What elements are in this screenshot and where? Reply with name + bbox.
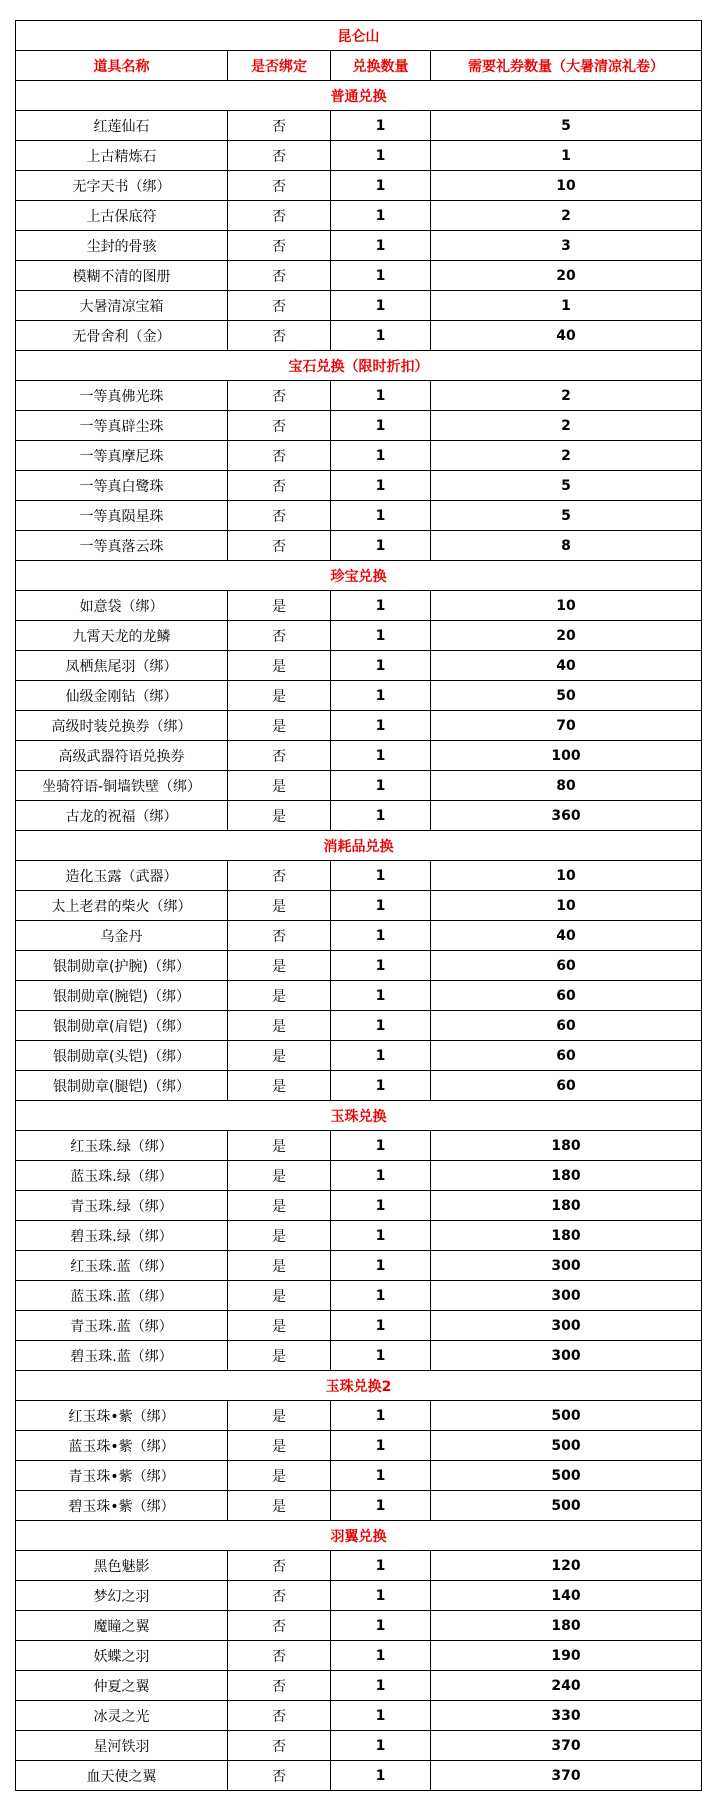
bound-cell: 否 <box>228 1761 331 1791</box>
coupons-cell: 60 <box>431 981 702 1011</box>
header-item-name: 道具名称 <box>16 51 228 81</box>
item-name-cell: 银制勋章(头铠)（绑） <box>16 1041 228 1071</box>
coupons-cell: 180 <box>431 1221 702 1251</box>
quantity-cell: 1 <box>331 1761 431 1791</box>
bound-cell: 是 <box>228 1071 331 1101</box>
item-name-cell: 上古精炼石 <box>16 141 228 171</box>
item-name-cell: 红玉珠.蓝（绑） <box>16 1251 228 1281</box>
bound-cell: 否 <box>228 1611 331 1641</box>
bound-cell: 是 <box>228 1011 331 1041</box>
bound-cell: 是 <box>228 1281 331 1311</box>
coupons-cell: 300 <box>431 1341 702 1371</box>
item-name-cell: 尘封的骨骇 <box>16 231 228 261</box>
bound-cell: 否 <box>228 321 331 351</box>
quantity-cell: 1 <box>331 1581 431 1611</box>
table-row <box>16 1221 702 1251</box>
coupons-cell: 360 <box>431 801 702 831</box>
coupons-cell: 330 <box>431 1701 702 1731</box>
bound-cell: 否 <box>228 1701 331 1731</box>
item-name-cell: 银制勋章(腿铠)（绑） <box>16 1071 228 1101</box>
table-row <box>16 1431 702 1461</box>
table-row <box>16 1731 702 1761</box>
coupons-cell: 2 <box>431 201 702 231</box>
section-title: 普通兑换 <box>16 81 702 111</box>
bound-cell: 否 <box>228 501 331 531</box>
coupons-cell: 40 <box>431 921 702 951</box>
table-row <box>16 1761 702 1791</box>
bound-cell: 是 <box>228 1191 331 1221</box>
item-name-cell: 古龙的祝福（绑） <box>16 801 228 831</box>
section-header-row <box>16 1521 702 1551</box>
coupons-cell: 2 <box>431 411 702 441</box>
section-title: 玉珠兑换2 <box>16 1371 702 1401</box>
bound-cell: 否 <box>228 1551 331 1581</box>
coupons-cell: 10 <box>431 861 702 891</box>
item-name-cell: 高级时装兑换券（绑） <box>16 711 228 741</box>
item-name-cell: 高级武器符语兑换券 <box>16 741 228 771</box>
item-name-cell: 上古保底符 <box>16 201 228 231</box>
quantity-cell: 1 <box>331 111 431 141</box>
quantity-cell: 1 <box>331 171 431 201</box>
table-row <box>16 651 702 681</box>
quantity-cell: 1 <box>331 1611 431 1641</box>
coupons-cell: 10 <box>431 891 702 921</box>
quantity-cell: 1 <box>331 771 431 801</box>
bound-cell: 否 <box>228 441 331 471</box>
item-name-cell: 仲夏之翼 <box>16 1671 228 1701</box>
item-name-cell: 仙级金刚钻（绑） <box>16 681 228 711</box>
quantity-cell: 1 <box>331 1491 431 1521</box>
bound-cell: 否 <box>228 1671 331 1701</box>
coupons-cell: 140 <box>431 1581 702 1611</box>
item-name-cell: 魔瞳之翼 <box>16 1611 228 1641</box>
quantity-cell: 1 <box>331 1131 431 1161</box>
section-title: 消耗品兑换 <box>16 831 702 861</box>
item-name-cell: 红莲仙石 <box>16 111 228 141</box>
table-row <box>16 891 702 921</box>
bound-cell: 否 <box>228 861 331 891</box>
coupons-cell: 370 <box>431 1761 702 1791</box>
table-row <box>16 111 702 141</box>
coupons-cell: 500 <box>431 1401 702 1431</box>
quantity-cell: 1 <box>331 441 431 471</box>
item-name-cell: 模糊不清的图册 <box>16 261 228 291</box>
item-name-cell: 一等真白鹭珠 <box>16 471 228 501</box>
item-name-cell: 妖蝶之羽 <box>16 1641 228 1671</box>
section-header-row <box>16 1371 702 1401</box>
bound-cell: 否 <box>228 381 331 411</box>
item-name-cell: 红玉珠•紫（绑） <box>16 1401 228 1431</box>
table-title: 昆仑山 <box>16 21 702 51</box>
table-row <box>16 981 702 1011</box>
item-name-cell: 黑色魅影 <box>16 1551 228 1581</box>
quantity-cell: 1 <box>331 471 431 501</box>
table-row <box>16 1311 702 1341</box>
bound-cell: 否 <box>228 111 331 141</box>
quantity-cell: 1 <box>331 591 431 621</box>
table-row <box>16 1491 702 1521</box>
section-title: 宝石兑换（限时折扣） <box>16 351 702 381</box>
header-quantity: 兑换数量 <box>331 51 431 81</box>
bound-cell: 否 <box>228 1641 331 1671</box>
bound-cell: 是 <box>228 981 331 1011</box>
bound-cell: 否 <box>228 411 331 441</box>
item-name-cell: 坐骑符语-铜墙铁壁（绑） <box>16 771 228 801</box>
quantity-cell: 1 <box>331 531 431 561</box>
table-row <box>16 1581 702 1611</box>
quantity-cell: 1 <box>331 411 431 441</box>
table-row <box>16 1551 702 1581</box>
quantity-cell: 1 <box>331 1311 431 1341</box>
section-title: 玉珠兑换 <box>16 1101 702 1131</box>
quantity-cell: 1 <box>331 291 431 321</box>
coupons-cell: 2 <box>431 381 702 411</box>
item-name-cell: 凤栖焦尾羽（绑） <box>16 651 228 681</box>
quantity-cell: 1 <box>331 621 431 651</box>
coupons-cell: 190 <box>431 1641 702 1671</box>
item-name-cell: 银制勋章(腕铠)（绑） <box>16 981 228 1011</box>
item-name-cell: 大暑清凉宝箱 <box>16 291 228 321</box>
quantity-cell: 1 <box>331 981 431 1011</box>
bound-cell: 是 <box>228 1161 331 1191</box>
coupons-cell: 10 <box>431 591 702 621</box>
table-row <box>16 411 702 441</box>
table-row <box>16 321 702 351</box>
coupons-cell: 500 <box>431 1491 702 1521</box>
table-row <box>16 471 702 501</box>
header-coupons-required: 需要礼券数量（大暑清凉礼卷） <box>431 51 702 81</box>
bound-cell: 否 <box>228 1731 331 1761</box>
coupons-cell: 5 <box>431 111 702 141</box>
table-row <box>16 1671 702 1701</box>
bound-cell: 是 <box>228 1251 331 1281</box>
quantity-cell: 1 <box>331 1671 431 1701</box>
coupons-cell: 1 <box>431 291 702 321</box>
quantity-cell: 1 <box>331 1251 431 1281</box>
bound-cell: 否 <box>228 531 331 561</box>
coupons-cell: 20 <box>431 261 702 291</box>
bound-cell: 否 <box>228 291 331 321</box>
bound-cell: 是 <box>228 771 331 801</box>
coupons-cell: 5 <box>431 471 702 501</box>
bound-cell: 否 <box>228 171 331 201</box>
item-name-cell: 造化玉露（武器） <box>16 861 228 891</box>
item-name-cell: 碧玉珠.蓝（绑） <box>16 1341 228 1371</box>
item-name-cell: 乌金丹 <box>16 921 228 951</box>
table-row <box>16 621 702 651</box>
bound-cell: 是 <box>228 801 331 831</box>
coupons-cell: 8 <box>431 531 702 561</box>
coupons-cell: 180 <box>431 1161 702 1191</box>
item-name-cell: 梦幻之羽 <box>16 1581 228 1611</box>
title-row <box>16 21 702 51</box>
bound-cell: 是 <box>228 891 331 921</box>
quantity-cell: 1 <box>331 651 431 681</box>
table-row <box>16 1611 702 1641</box>
bound-cell: 是 <box>228 651 331 681</box>
coupons-cell: 1 <box>431 141 702 171</box>
coupons-cell: 5 <box>431 501 702 531</box>
item-name-cell: 青玉珠.蓝（绑） <box>16 1311 228 1341</box>
quantity-cell: 1 <box>331 321 431 351</box>
bound-cell: 否 <box>228 621 331 651</box>
bound-cell: 是 <box>228 1311 331 1341</box>
table-row <box>16 171 702 201</box>
quantity-cell: 1 <box>331 1641 431 1671</box>
table-row <box>16 1461 702 1491</box>
table-row <box>16 201 702 231</box>
table-row <box>16 1401 702 1431</box>
quantity-cell: 1 <box>331 1221 431 1251</box>
item-name-cell: 银制勋章(肩铠)（绑） <box>16 1011 228 1041</box>
item-name-cell: 红玉珠.绿（绑） <box>16 1131 228 1161</box>
coupons-cell: 60 <box>431 1071 702 1101</box>
quantity-cell: 1 <box>331 231 431 261</box>
table-row <box>16 861 702 891</box>
quantity-cell: 1 <box>331 1071 431 1101</box>
coupons-cell: 20 <box>431 621 702 651</box>
section-title: 珍宝兑换 <box>16 561 702 591</box>
item-name-cell: 九霄天龙的龙鳞 <box>16 621 228 651</box>
coupons-cell: 500 <box>431 1431 702 1461</box>
item-name-cell: 血天使之翼 <box>16 1761 228 1791</box>
quantity-cell: 1 <box>331 1191 431 1221</box>
bound-cell: 否 <box>228 921 331 951</box>
quantity-cell: 1 <box>331 711 431 741</box>
coupons-cell: 100 <box>431 741 702 771</box>
coupons-cell: 120 <box>431 1551 702 1581</box>
item-name-cell: 星河铁羽 <box>16 1731 228 1761</box>
item-name-cell: 一等真落云珠 <box>16 531 228 561</box>
bound-cell: 是 <box>228 591 331 621</box>
quantity-cell: 1 <box>331 501 431 531</box>
item-name-cell: 蓝玉珠.绿（绑） <box>16 1161 228 1191</box>
table-row <box>16 141 702 171</box>
table-row <box>16 591 702 621</box>
bound-cell: 否 <box>228 741 331 771</box>
table-row <box>16 1131 702 1161</box>
coupons-cell: 70 <box>431 711 702 741</box>
exchange-table-body <box>16 21 702 1791</box>
quantity-cell: 1 <box>331 141 431 171</box>
exchange-table <box>15 20 702 1791</box>
coupons-cell: 40 <box>431 321 702 351</box>
table-row <box>16 951 702 981</box>
quantity-cell: 1 <box>331 1041 431 1071</box>
quantity-cell: 1 <box>331 1011 431 1041</box>
coupons-cell: 80 <box>431 771 702 801</box>
item-name-cell: 一等真佛光珠 <box>16 381 228 411</box>
table-row <box>16 1011 702 1041</box>
coupons-cell: 180 <box>431 1191 702 1221</box>
coupons-cell: 10 <box>431 171 702 201</box>
table-row <box>16 1191 702 1221</box>
section-title: 羽翼兑换 <box>16 1521 702 1551</box>
coupons-cell: 60 <box>431 1011 702 1041</box>
item-name-cell: 如意袋（绑） <box>16 591 228 621</box>
bound-cell: 否 <box>228 261 331 291</box>
quantity-cell: 1 <box>331 1461 431 1491</box>
table-row <box>16 801 702 831</box>
quantity-cell: 1 <box>331 1701 431 1731</box>
section-header-row <box>16 351 702 381</box>
header-bound: 是否绑定 <box>228 51 331 81</box>
table-row <box>16 1041 702 1071</box>
item-name-cell: 一等真辟尘珠 <box>16 411 228 441</box>
quantity-cell: 1 <box>331 1551 431 1581</box>
section-header-row <box>16 561 702 591</box>
quantity-cell: 1 <box>331 951 431 981</box>
item-name-cell: 冰灵之光 <box>16 1701 228 1731</box>
bound-cell: 是 <box>228 681 331 711</box>
quantity-cell: 1 <box>331 1281 431 1311</box>
bound-cell: 是 <box>228 1341 331 1371</box>
table-row <box>16 1251 702 1281</box>
item-name-cell: 无骨舍利（金） <box>16 321 228 351</box>
coupons-cell: 300 <box>431 1251 702 1281</box>
item-name-cell: 一等真陨星珠 <box>16 501 228 531</box>
table-row <box>16 231 702 261</box>
quantity-cell: 1 <box>331 201 431 231</box>
coupons-cell: 60 <box>431 1041 702 1071</box>
table-row <box>16 1281 702 1311</box>
table-row <box>16 531 702 561</box>
section-header-row <box>16 1101 702 1131</box>
coupons-cell: 300 <box>431 1311 702 1341</box>
table-row <box>16 1701 702 1731</box>
table-row <box>16 501 702 531</box>
item-name-cell: 碧玉珠.绿（绑） <box>16 1221 228 1251</box>
quantity-cell: 1 <box>331 921 431 951</box>
quantity-cell: 1 <box>331 801 431 831</box>
table-row <box>16 921 702 951</box>
table-row <box>16 1071 702 1101</box>
bound-cell: 否 <box>228 231 331 261</box>
coupons-cell: 3 <box>431 231 702 261</box>
table-row <box>16 741 702 771</box>
bound-cell: 是 <box>228 1401 331 1431</box>
coupons-cell: 180 <box>431 1611 702 1641</box>
coupons-cell: 40 <box>431 651 702 681</box>
bound-cell: 否 <box>228 471 331 501</box>
item-name-cell: 太上老君的柴火（绑） <box>16 891 228 921</box>
header-row <box>16 51 702 81</box>
section-header-row <box>16 81 702 111</box>
bound-cell: 是 <box>228 951 331 981</box>
coupons-cell: 240 <box>431 1671 702 1701</box>
table-row <box>16 711 702 741</box>
table-row <box>16 771 702 801</box>
coupons-cell: 50 <box>431 681 702 711</box>
bound-cell: 是 <box>228 1221 331 1251</box>
item-name-cell: 银制勋章(护腕)（绑） <box>16 951 228 981</box>
item-name-cell: 一等真摩尼珠 <box>16 441 228 471</box>
bound-cell: 是 <box>228 1491 331 1521</box>
item-name-cell: 青玉珠•紫（绑） <box>16 1461 228 1491</box>
quantity-cell: 1 <box>331 891 431 921</box>
item-name-cell: 青玉珠.绿（绑） <box>16 1191 228 1221</box>
quantity-cell: 1 <box>331 1341 431 1371</box>
quantity-cell: 1 <box>331 1431 431 1461</box>
coupons-cell: 60 <box>431 951 702 981</box>
table-row <box>16 291 702 321</box>
quantity-cell: 1 <box>331 741 431 771</box>
quantity-cell: 1 <box>331 1731 431 1761</box>
quantity-cell: 1 <box>331 381 431 411</box>
bound-cell: 是 <box>228 1431 331 1461</box>
table-row <box>16 1161 702 1191</box>
quantity-cell: 1 <box>331 681 431 711</box>
bound-cell: 是 <box>228 1131 331 1161</box>
quantity-cell: 1 <box>331 1401 431 1431</box>
table-row <box>16 1641 702 1671</box>
coupons-cell: 370 <box>431 1731 702 1761</box>
table-row <box>16 441 702 471</box>
item-name-cell: 蓝玉珠.蓝（绑） <box>16 1281 228 1311</box>
bound-cell: 是 <box>228 1041 331 1071</box>
coupons-cell: 300 <box>431 1281 702 1311</box>
section-header-row <box>16 831 702 861</box>
bound-cell: 否 <box>228 1581 331 1611</box>
coupons-cell: 2 <box>431 441 702 471</box>
coupons-cell: 500 <box>431 1461 702 1491</box>
table-row <box>16 381 702 411</box>
table-row <box>16 681 702 711</box>
bound-cell: 是 <box>228 1461 331 1491</box>
item-name-cell: 碧玉珠•紫（绑） <box>16 1491 228 1521</box>
table-row <box>16 1341 702 1371</box>
table-row <box>16 261 702 291</box>
bound-cell: 是 <box>228 711 331 741</box>
quantity-cell: 1 <box>331 861 431 891</box>
quantity-cell: 1 <box>331 1161 431 1191</box>
item-name-cell: 无字天书（绑） <box>16 171 228 201</box>
bound-cell: 否 <box>228 141 331 171</box>
item-name-cell: 蓝玉珠•紫（绑） <box>16 1431 228 1461</box>
quantity-cell: 1 <box>331 261 431 291</box>
bound-cell: 否 <box>228 201 331 231</box>
coupons-cell: 180 <box>431 1131 702 1161</box>
